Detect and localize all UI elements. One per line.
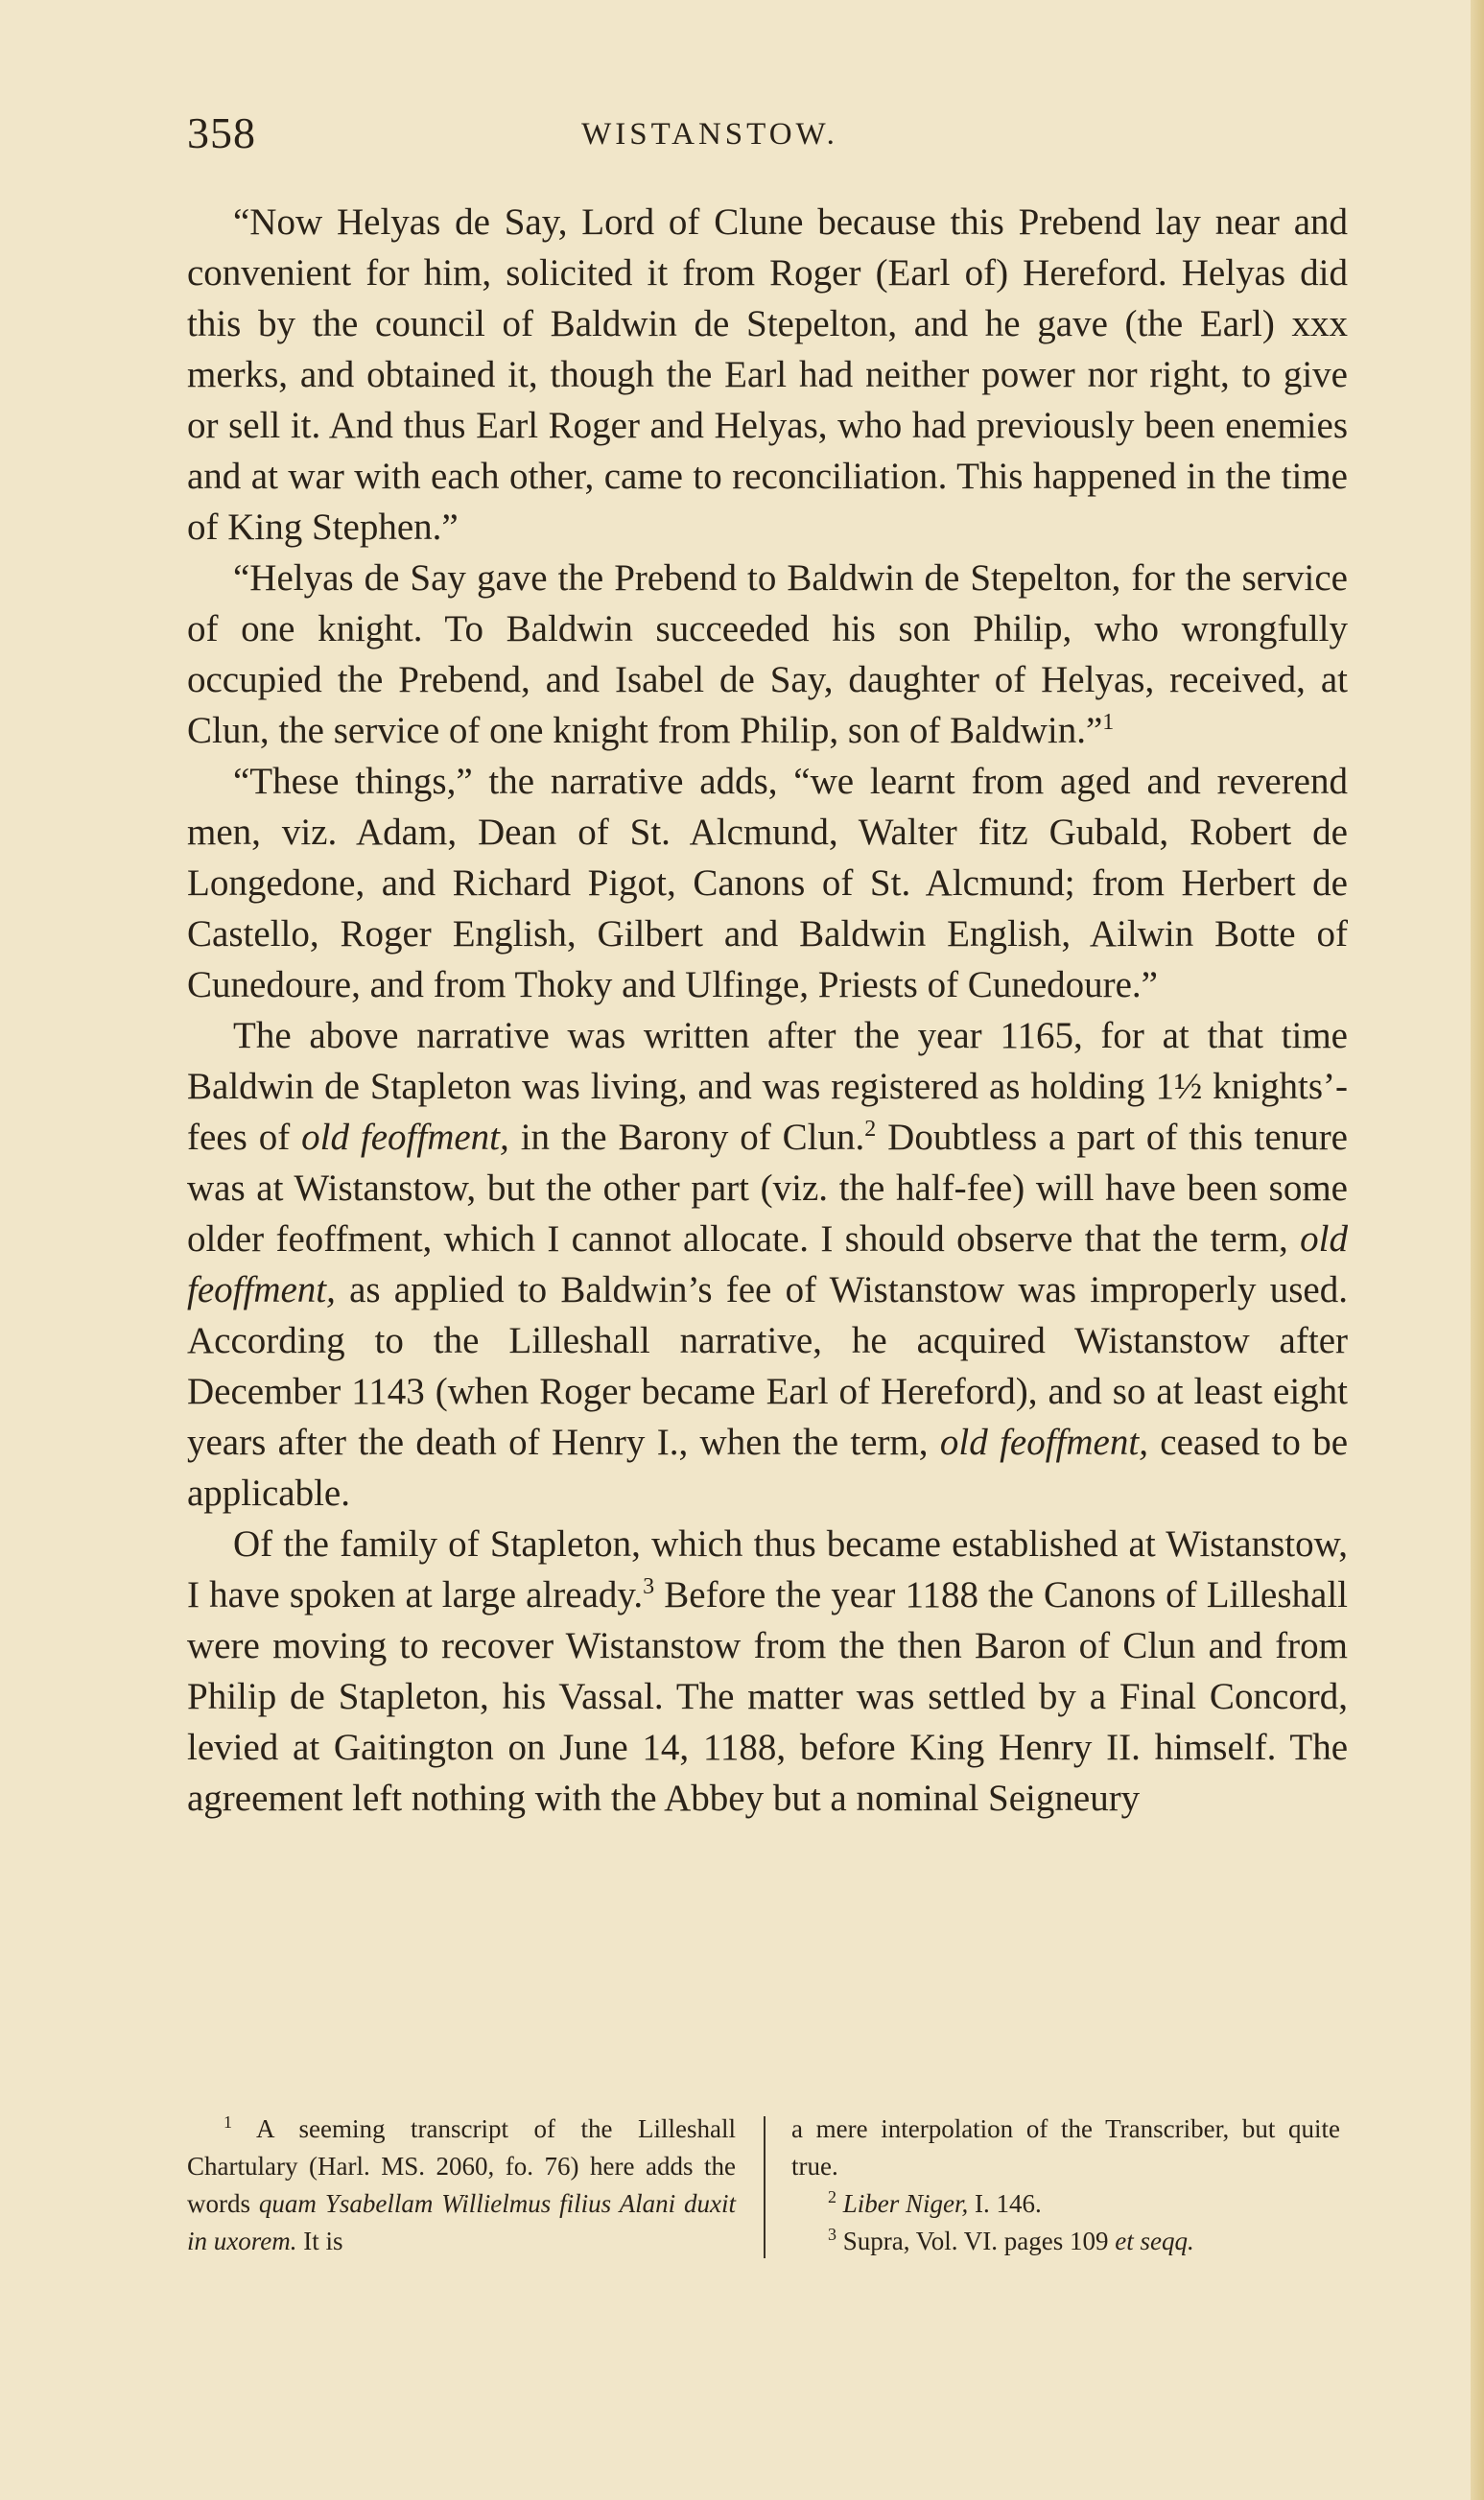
running-title: WISTANSTOW.	[581, 117, 838, 152]
footnote-3-latin: et seqq.	[1115, 2227, 1194, 2255]
page-header	[187, 107, 1348, 165]
paragraph-5	[187, 1519, 1348, 1824]
footnote-1-text-a: A seeming transcript of the Lilleshall Chartulary (Harl. MS. 2060, fo. 76) here adds the words	[187, 2114, 736, 2218]
footnotes	[187, 2111, 1348, 2302]
paragraph-4-text-e: ceased to be applicable.	[187, 1422, 1349, 1514]
footnote-column-divider	[764, 2116, 766, 2258]
paragraph-5-text-a: Of the family of Stapleton, which thus became established at Wistanstow, I have spoken at large already.	[187, 1523, 1348, 1616]
paragraph-1-text: “Now Helyas de Say, Lord of Clune because this Prebend lay near and convenient for him, solicited it from Roger (Earl of) Hereford. Helyas did this by the council of Baldwin de Stepelton, and he gave (the Earl) xxx merks, and obtained it, though the Earl had neither power nor right, to give or sell it. And thus Earl Roger and Helyas, who had previously been enemies and at war with each other, came to reconciliation. This happened in the time of King Stephen.”	[187, 201, 1348, 548]
footnote-2-text: I. 146.	[975, 2189, 1042, 2218]
footnote-ref-2: 2	[864, 1117, 877, 1142]
footnotes-right-column	[791, 2111, 1340, 2260]
footnote-3-text: Supra, Vol. VI. pages 109	[842, 2227, 1109, 2255]
footnote-ref-1: 1	[1102, 710, 1115, 735]
paragraph-3-text: “These things,” the narrative adds, “we learnt from aged and reverend men, viz. Adam, Dean of St. Alcmund, Walter fitz Gubald, Robert de Longedone, and Richard Pigot, Canons of St. Alcmund; from Herbert de Castello, Roger English, Gilbert and Baldwin English, Ailwin Botte of Cunedoure, and from Thoky and Ulfinge, Priests of Cunedoure.”	[187, 761, 1348, 1005]
footnote-1-latin: quam Ysabellam Willielmus filius Alani duxit in uxorem.	[187, 2189, 737, 2255]
paragraph-2-text: “Helyas de Say gave the Prebend to Baldwin de Stepelton, for the service of one knight. To Baldwin succeeded his son Philip, who wrongfully occupied the Prebend, and Isabel de Say, daughter of Helyas, received, at Clun, the service of one knight from Philip, son of Baldwin.”	[187, 557, 1348, 751]
paragraph-3	[187, 756, 1348, 1010]
body-text	[187, 197, 1348, 1824]
paragraph-4-text-b: in the Barony of Clun.	[520, 1117, 865, 1158]
footnote-2-title: Liber Niger,	[842, 2189, 969, 2218]
italic-term-old-feoffment-3: old feoffment,	[939, 1422, 1148, 1463]
paragraph-4-text-a: The above narrative was written after the year 1165, for at that time Baldwin de Stapleton was living, and was registered as holding 1½ knights’-fees of	[187, 1015, 1348, 1158]
footnote-3	[791, 2223, 1340, 2260]
footnote-3-number: 3	[828, 2225, 836, 2244]
page-number: 358	[187, 108, 256, 157]
italic-term-old-feoffment-1: old feoffment,	[301, 1117, 509, 1158]
paragraph-4	[187, 1010, 1348, 1519]
footnote-1	[187, 2111, 736, 2260]
footnote-1-continuation: a mere interpolation of the Transcriber, but quite true.	[791, 2114, 1340, 2181]
footnote-ref-3: 3	[643, 1574, 655, 1599]
footnote-1-text-b: It is	[303, 2227, 343, 2255]
footnote-1-number: 1	[224, 2112, 232, 2132]
footnote-2	[791, 2185, 1340, 2223]
paragraph-5-text-b: Before the year 1188 the Canons of Lilleshall were moving to recover Wistanstow from the then Baron of Clun and from Philip de Stapleton, his Vassal. The matter was settled by a Final Concord, levied at Gaitington on June 14, 1188, before King Henry II. himself. The agreement left nothing with the Abbey but a nominal Seigneury	[187, 1574, 1349, 1819]
footnotes-left-column	[187, 2111, 736, 2260]
italic-term-old-feoffment-2: old feoffment,	[187, 1218, 1349, 1310]
footnote-2-number: 2	[828, 2187, 836, 2206]
paragraph-4-text-c: Doubtless a part of this tenure was at Wistanstow, but the other part (viz. the half-fee) will have been some older feoffment, which I cannot allocate. I should observe that the term,	[187, 1117, 1348, 1260]
paragraph-4-text-d: as applied to Baldwin’s fee of Wistanstow was improperly used. According to the Lilleshall narrative, he acquired Wistanstow after December 1143 (when Roger became Earl of Hereford), and so at least eight years after the death of Henry I., when the term,	[187, 1269, 1348, 1463]
paragraph-2	[187, 553, 1348, 756]
paragraph-1	[187, 197, 1348, 553]
